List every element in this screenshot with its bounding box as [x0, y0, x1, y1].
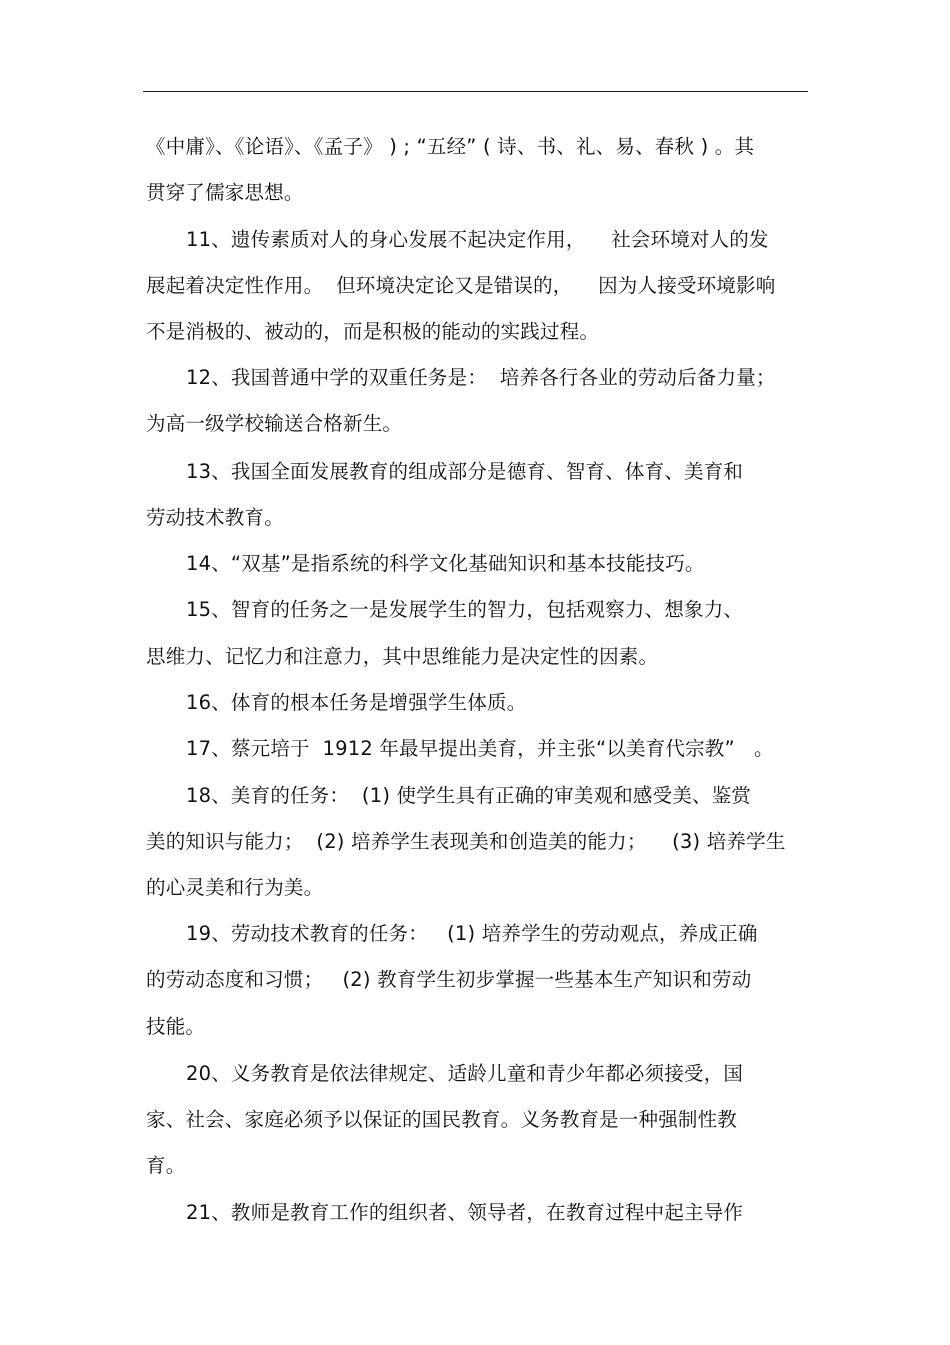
text-line: 不是消极的、被动的，而是积极的能动的实践过程。 [146, 320, 600, 343]
header-rule [143, 91, 808, 92]
text-line: 《中庸》、《论语》、《孟子》 ) ; “五经” ( 诗、书、礼、易、春秋 ) 。其 [146, 135, 755, 158]
text-line: 13、我国全面发展教育的组成部分是德育、智育、体育、美育和 [186, 460, 744, 483]
text-line: 家、社会、家庭必须予以保证的国民教育。义务教育是一种强制性教 [146, 1108, 738, 1131]
text-line: 20、义务教育是依法律规定、适龄儿童和青少年都必须接受，国 [186, 1062, 744, 1085]
text-line: 贯穿了儒家思想。 [146, 181, 304, 204]
text-line: 劳动技术教育。 [146, 506, 284, 529]
text-line: 19、劳动技术教育的任务： (1) 培养学生的劳动观点，养成正确 [186, 922, 758, 945]
text-line: 15、智育的任务之一是发展学生的智力，包括观察力、想象力、 [186, 598, 744, 621]
text-line: 思维力、记忆力和注意力，其中思维能力是决定性的因素。 [146, 645, 659, 668]
text-line: 16、体育的根本任务是增强学生体质。 [186, 691, 527, 714]
text-line: 的心灵美和行为美。 [146, 876, 324, 899]
text-line: 21、教师是教育工作的组织者、领导者，在教育过程中起主导作 [186, 1201, 744, 1224]
text-line: 展起着决定性作用。 但环境决定论又是错误的， 因为人接受环境影响 [146, 274, 776, 297]
text-line: 的劳动态度和习惯； (2) 教育学生初步掌握一些基本生产知识和劳动 [146, 968, 752, 991]
text-line: 18、美育的任务： (1) 使学生具有正确的审美观和感受美、鉴赏 [186, 784, 752, 807]
text-line: 为高一级学校输送合格新生。 [146, 412, 403, 435]
text-line: 14、“双基”是指系统的科学文化基础知识和基本技能技巧。 [186, 552, 705, 575]
text-line: 育。 [146, 1154, 186, 1177]
text-line: 12、我国普通中学的双重任务是： 培养各行各业的劳动后备力量； [186, 366, 776, 389]
text-line: 11、遗传素质对人的身心发展不起决定作用， 社会环境对人的发 [186, 228, 769, 251]
text-line: 技能。 [146, 1015, 206, 1038]
text-line: 美的知识与能力； (2) 培养学生表现美和创造美的能力； (3) 培养学生 [146, 830, 786, 853]
text-line: 17、蔡元培于 1912 年最早提出美育，并主张“以美育代宗教” 。 [186, 737, 774, 760]
